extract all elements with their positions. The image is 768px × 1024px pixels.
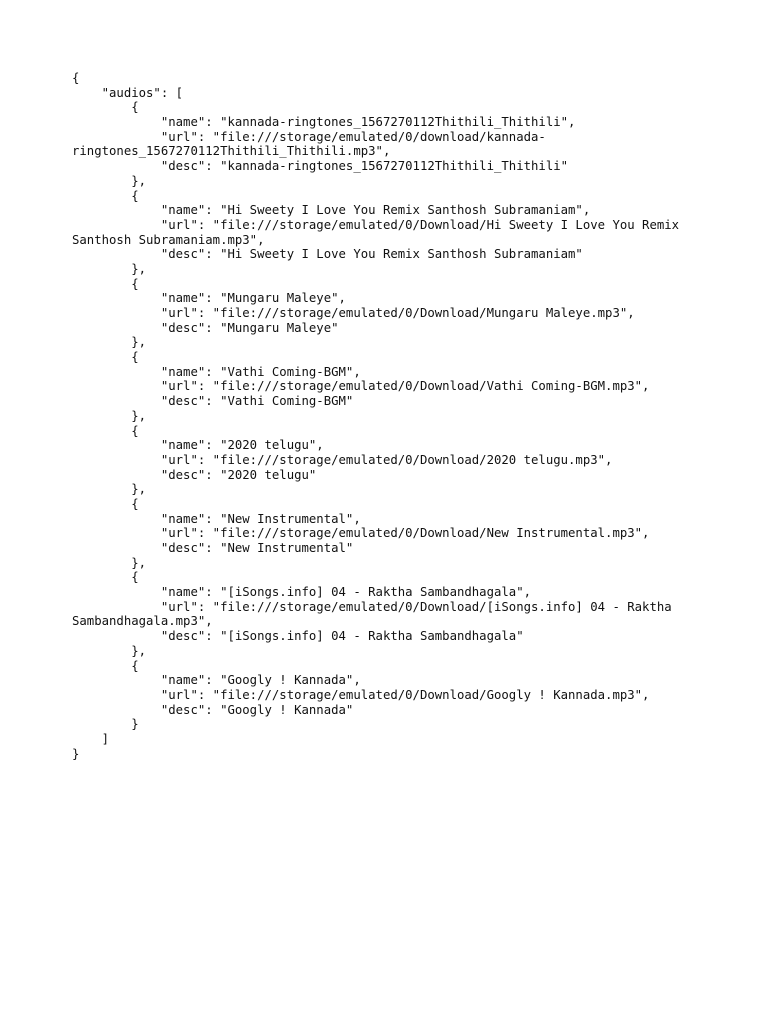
document-line: }, — [72, 482, 147, 497]
document-line: "desc": "Googly ! Kannada" — [72, 702, 354, 717]
document-line: "name": "Mungaru Maleye", — [72, 291, 346, 306]
document-line: }, — [72, 643, 147, 658]
json-document — [72, 71, 732, 761]
document-line: "name": "[iSongs.info] 04 - Raktha Sambandhagala", — [72, 585, 532, 600]
document-line: "url": "file:///storage/emulated/0/Download/[iSongs.info] 04 - Raktha — [72, 599, 672, 614]
document-line: "url": "file:///storage/emulated/0/Download/Mungaru Maleye.mp3", — [72, 306, 635, 320]
document-line: "name": "Googly ! Kannada", — [72, 673, 361, 688]
document-line: }, — [72, 335, 147, 350]
document-line: { — [72, 658, 139, 673]
document-line: "url": "file:///storage/emulated/0/download/kannada- — [72, 129, 546, 144]
document-line: "desc": "Mungaru Maleye" — [72, 320, 339, 335]
document-line: { — [72, 350, 139, 365]
document-line: "desc": "kannada-ringtones_1567270112Thithili_Thithili" — [72, 159, 569, 174]
document-line: { — [72, 496, 139, 511]
document-line: { — [72, 71, 80, 85]
document-line: }, — [72, 555, 147, 570]
document-line: "url": "file:///storage/emulated/0/Download/Vathi Coming-BGM.mp3", — [72, 379, 650, 394]
document-line: Santhosh Subramaniam.mp3", — [72, 232, 265, 247]
document-line: ringtones_1567270112Thithili_Thithili.mp3", — [72, 144, 391, 159]
document-line: }, — [72, 261, 147, 276]
document-line: { — [72, 423, 139, 438]
document-line: "name": "2020 telugu", — [72, 438, 324, 453]
document-line: "url": "file:///storage/emulated/0/Download/Hi Sweety I Love You Remix — [72, 217, 680, 232]
document-line: "url": "file:///storage/emulated/0/Download/New Instrumental.mp3", — [72, 526, 650, 541]
document-line: { — [72, 188, 139, 203]
document-line: "name": "kannada-ringtones_1567270112Thithili_Thithili", — [72, 115, 576, 130]
document-line: "url": "file:///storage/emulated/0/Download/2020 telugu.mp3", — [72, 452, 613, 467]
document-line: } — [72, 717, 139, 732]
document-line: }, — [72, 173, 147, 188]
document-line: "url": "file:///storage/emulated/0/Download/Googly ! Kannada.mp3", — [72, 687, 650, 702]
document-line: "name": "New Instrumental", — [72, 511, 361, 526]
document-line: ] — [72, 731, 110, 746]
document-line: }, — [72, 408, 147, 423]
document-line: "name": "Vathi Coming-BGM", — [72, 364, 361, 379]
document-line: Sambandhagala.mp3", — [72, 614, 213, 629]
document-line: "audios": [ — [72, 85, 184, 100]
document-line: "desc": "Hi Sweety I Love You Remix Santhosh Subramaniam" — [72, 247, 583, 262]
document-line: "desc": "Vathi Coming-BGM" — [72, 394, 354, 409]
document-line: "name": "Hi Sweety I Love You Remix Santhosh Subramaniam", — [72, 203, 591, 218]
document-line: { — [72, 570, 139, 585]
document-line: "desc": "[iSongs.info] 04 - Raktha Sambandhagala" — [72, 629, 524, 644]
document-line: } — [72, 746, 80, 761]
document-line: "desc": "New Instrumental" — [72, 541, 354, 555]
document-line: "desc": "2020 telugu" — [72, 467, 317, 482]
document-line: { — [72, 276, 139, 291]
document-line: { — [72, 100, 139, 115]
